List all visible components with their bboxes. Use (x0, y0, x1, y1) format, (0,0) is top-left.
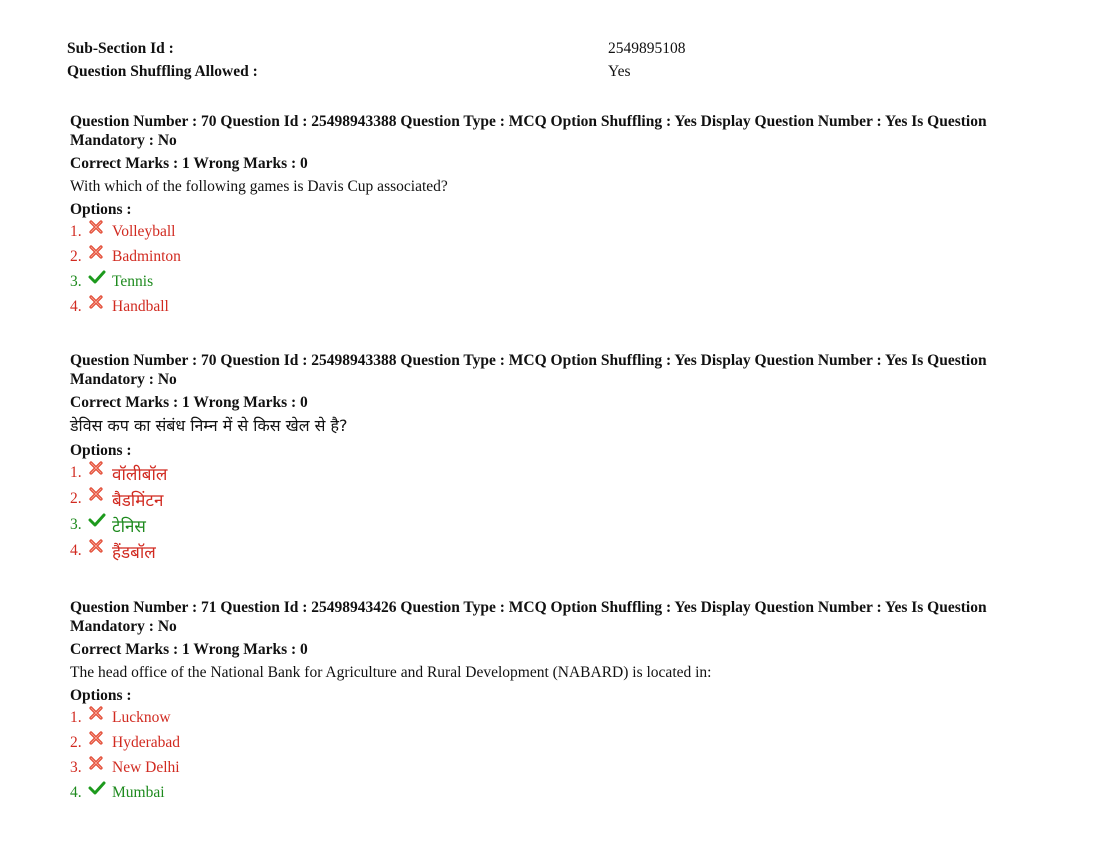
options-title: Options : (70, 687, 132, 704)
options-title: Options : (70, 201, 132, 218)
option-label: हैंडबॉल (112, 542, 156, 563)
option-item (70, 486, 1030, 512)
cross-icon (88, 487, 108, 503)
option-label: Lucknow (112, 708, 171, 726)
cross-icon (88, 706, 108, 722)
option-item (70, 460, 1030, 486)
option-item (70, 780, 1030, 805)
option-item (70, 244, 1030, 269)
check-icon (88, 513, 108, 529)
question-block (70, 598, 1030, 805)
option-item (70, 538, 1030, 564)
option-number: 1. (70, 708, 82, 726)
option-number: 4. (70, 783, 82, 801)
option-label: टेनिस (112, 516, 146, 537)
option-number: 2. (70, 490, 82, 507)
option-item (70, 512, 1030, 538)
option-number: 3. (70, 516, 82, 533)
option-item (70, 705, 1030, 730)
question-header: Question Number : 70 Question Id : 25498943388 Question Type : MCQ Option Shuffling : Yes Display Question Number : Yes Is Question Mandatory : No (70, 113, 987, 149)
cross-icon (88, 756, 108, 772)
cross-icon (88, 220, 108, 236)
question-marks: Correct Marks : 1 Wrong Marks : 0 (70, 155, 308, 172)
option-number: 2. (70, 733, 82, 751)
question-marks: Correct Marks : 1 Wrong Marks : 0 (70, 394, 308, 411)
option-item (70, 219, 1030, 244)
option-label: New Delhi (112, 758, 180, 776)
option-number: 3. (70, 758, 82, 776)
question-block (70, 351, 1030, 564)
option-label: Tennis (112, 272, 154, 290)
option-number: 3. (70, 272, 82, 290)
option-label: Mumbai (112, 783, 165, 801)
check-icon (88, 781, 108, 797)
option-number: 2. (70, 247, 82, 265)
cross-icon (88, 731, 108, 747)
option-item (70, 730, 1030, 755)
options-list (70, 219, 1030, 319)
option-label: Volleyball (112, 222, 176, 240)
check-icon (88, 270, 108, 286)
option-label: वॉलीबॉल (112, 464, 168, 485)
subsection-id-value: 2549895108 (608, 40, 686, 57)
cross-icon (88, 461, 108, 477)
subsection-id-label: Sub-Section Id : (67, 40, 174, 57)
option-label: बैडमिंटन (112, 490, 164, 511)
cross-icon (88, 539, 108, 555)
option-label: Hyderabad (112, 733, 180, 751)
option-label: Handball (112, 297, 169, 315)
cross-icon (88, 245, 108, 261)
question-shuffling-label: Question Shuffling Allowed : (67, 63, 258, 80)
options-list (70, 705, 1030, 805)
question-text: डेविस कप का संबंध निम्न में से किस खेल से है? (70, 416, 348, 435)
question-text: With which of the following games is Davis Cup associated? (70, 178, 448, 195)
option-item (70, 755, 1030, 780)
question-header: Question Number : 70 Question Id : 25498943388 Question Type : MCQ Option Shuffling : Yes Display Question Number : Yes Is Question Mandatory : No (70, 352, 987, 388)
options-title: Options : (70, 442, 132, 459)
question-text: The head office of the National Bank for Agriculture and Rural Development (NABARD) is located in: (70, 664, 712, 681)
option-number: 1. (70, 222, 82, 240)
cross-icon (88, 295, 108, 311)
question-block (70, 112, 1030, 319)
question-marks: Correct Marks : 1 Wrong Marks : 0 (70, 641, 308, 658)
option-label: Badminton (112, 247, 181, 265)
options-list (70, 460, 1030, 564)
option-number: 4. (70, 542, 82, 559)
question-shuffling-value: Yes (608, 63, 631, 80)
option-item (70, 269, 1030, 294)
option-item (70, 294, 1030, 319)
question-header: Question Number : 71 Question Id : 25498943426 Question Type : MCQ Option Shuffling : Yes Display Question Number : Yes Is Question Mandatory : No (70, 599, 987, 635)
option-number: 4. (70, 297, 82, 315)
option-number: 1. (70, 464, 82, 481)
